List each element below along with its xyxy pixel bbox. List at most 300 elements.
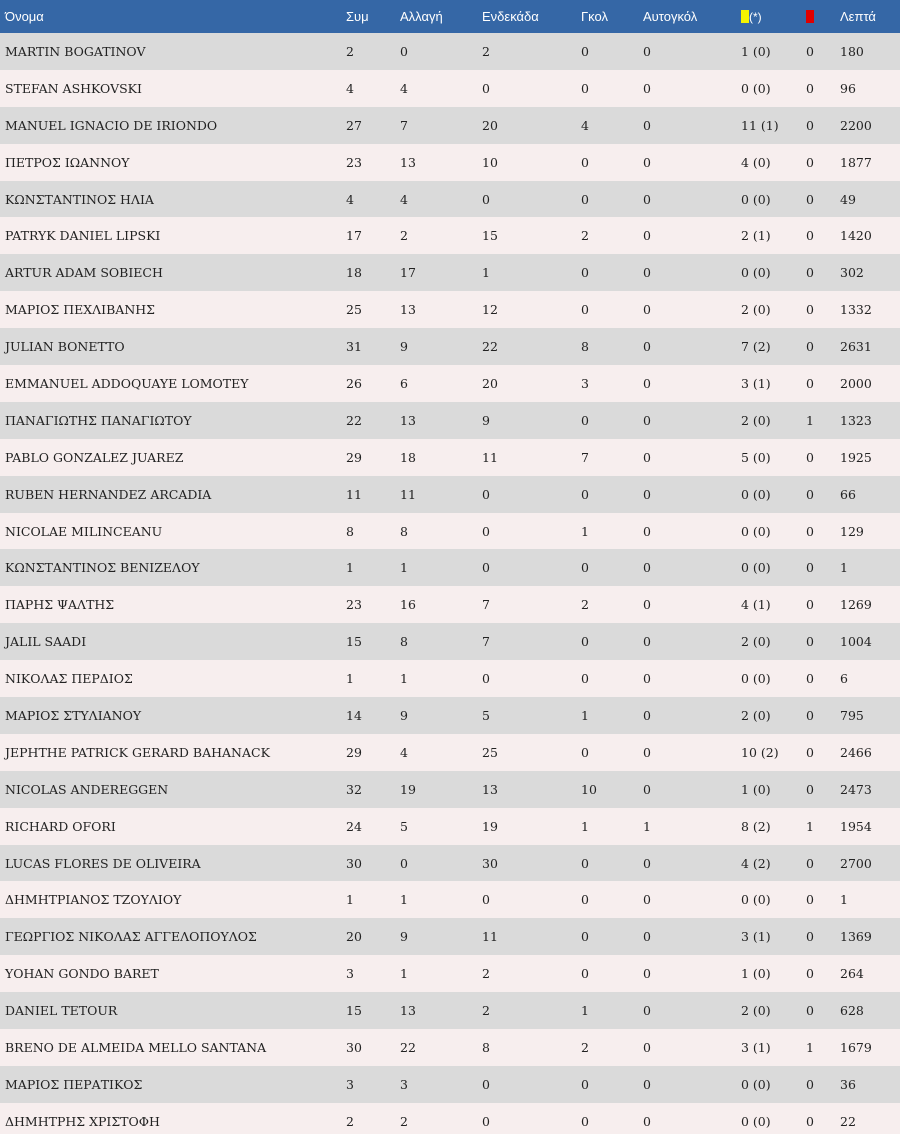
yellow-cards-cell: 2 (0) xyxy=(741,291,806,328)
own-goals-cell: 0 xyxy=(643,217,741,254)
goals-cell: 0 xyxy=(581,254,643,291)
substitutions-cell: 5 xyxy=(400,808,482,845)
yellow-cards-cell: 0 (0) xyxy=(741,181,806,218)
appearances-cell: 20 xyxy=(346,918,400,955)
appearances-cell: 4 xyxy=(346,181,400,218)
substitutions-cell: 7 xyxy=(400,107,482,144)
appearances-cell: 14 xyxy=(346,697,400,734)
goals-cell: 0 xyxy=(581,1066,643,1103)
goals-cell: 0 xyxy=(581,660,643,697)
player-name-cell: MARTIN BOGATINOV xyxy=(0,33,346,70)
substitutions-cell: 18 xyxy=(400,439,482,476)
own-goals-cell: 0 xyxy=(643,476,741,513)
player-name-cell: JALIL SAADI xyxy=(0,623,346,660)
starts-cell: 30 xyxy=(482,845,581,882)
minutes-cell: 1679 xyxy=(840,1029,900,1066)
red-cards-cell: 0 xyxy=(806,107,840,144)
starts-cell: 7 xyxy=(482,586,581,623)
header-red-cards[interactable] xyxy=(806,0,840,33)
table-row xyxy=(0,734,900,771)
minutes-cell: 1004 xyxy=(840,623,900,660)
goals-cell: 2 xyxy=(581,217,643,254)
appearances-cell: 18 xyxy=(346,254,400,291)
goals-cell: 10 xyxy=(581,771,643,808)
table-row xyxy=(0,808,900,845)
own-goals-cell: 0 xyxy=(643,1029,741,1066)
yellow-cards-cell: 0 (0) xyxy=(741,1103,806,1134)
minutes-cell: 2200 xyxy=(840,107,900,144)
table-row xyxy=(0,217,900,254)
table-row xyxy=(0,328,900,365)
goals-cell: 1 xyxy=(581,697,643,734)
yellow-card-icon xyxy=(741,10,749,23)
player-name-cell: RUBEN HERNANDEZ ARCADIA xyxy=(0,476,346,513)
goals-cell: 2 xyxy=(581,586,643,623)
minutes-cell: 180 xyxy=(840,33,900,70)
substitutions-cell: 13 xyxy=(400,992,482,1029)
player-name-cell: BRENO DE ALMEIDA MELLO SANTANA xyxy=(0,1029,346,1066)
substitutions-cell: 9 xyxy=(400,918,482,955)
appearances-cell: 2 xyxy=(346,1103,400,1134)
goals-cell: 0 xyxy=(581,918,643,955)
yellow-card-suffix: (*) xyxy=(749,10,762,24)
table-row xyxy=(0,365,900,402)
player-name-cell: YOHAN GONDO BARET xyxy=(0,955,346,992)
table-row xyxy=(0,181,900,218)
own-goals-cell: 0 xyxy=(643,734,741,771)
player-name-cell: NICOLAE MILINCEANU xyxy=(0,513,346,550)
table-row xyxy=(0,660,900,697)
appearances-cell: 1 xyxy=(346,660,400,697)
yellow-cards-cell: 1 (0) xyxy=(741,955,806,992)
own-goals-cell: 0 xyxy=(643,328,741,365)
red-cards-cell: 0 xyxy=(806,144,840,181)
starts-cell: 10 xyxy=(482,144,581,181)
minutes-cell: 1269 xyxy=(840,586,900,623)
goals-cell: 0 xyxy=(581,955,643,992)
substitutions-cell: 17 xyxy=(400,254,482,291)
header-name[interactable]: Όνομα xyxy=(0,0,346,33)
player-name-cell: ΓΕΩΡΓΙΟΣ ΝΙΚΟΛΑΣ ΑΓΓΕΛΟΠΟΥΛΟΣ xyxy=(0,918,346,955)
red-cards-cell: 0 xyxy=(806,697,840,734)
goals-cell: 8 xyxy=(581,328,643,365)
minutes-cell: 1 xyxy=(840,881,900,918)
player-name-cell: ΠΑΝΑΓΙΩΤΗΣ ΠΑΝΑΓΙΩΤΟΥ xyxy=(0,402,346,439)
starts-cell: 22 xyxy=(482,328,581,365)
table-row xyxy=(0,513,900,550)
header-own-goals[interactable]: Αυτογκόλ xyxy=(643,0,741,33)
appearances-cell: 1 xyxy=(346,881,400,918)
substitutions-cell: 2 xyxy=(400,1103,482,1134)
own-goals-cell: 0 xyxy=(643,181,741,218)
player-name-cell: ΝΙΚΟΛΑΣ ΠΕΡΔΙΟΣ xyxy=(0,660,346,697)
player-name-cell: JEPHTHE PATRICK GERARD BAHANACK xyxy=(0,734,346,771)
minutes-cell: 1323 xyxy=(840,402,900,439)
player-name-cell: RICHARD OFORI xyxy=(0,808,346,845)
yellow-cards-cell: 3 (1) xyxy=(741,1029,806,1066)
goals-cell: 0 xyxy=(581,476,643,513)
red-cards-cell: 0 xyxy=(806,513,840,550)
red-cards-cell: 0 xyxy=(806,845,840,882)
yellow-cards-cell: 0 (0) xyxy=(741,513,806,550)
appearances-cell: 27 xyxy=(346,107,400,144)
yellow-cards-cell: 7 (2) xyxy=(741,328,806,365)
appearances-cell: 31 xyxy=(346,328,400,365)
substitutions-cell: 13 xyxy=(400,402,482,439)
own-goals-cell: 0 xyxy=(643,992,741,1029)
player-name-cell: JULIAN BONETTO xyxy=(0,328,346,365)
table-row xyxy=(0,144,900,181)
table-row xyxy=(0,107,900,144)
goals-cell: 0 xyxy=(581,623,643,660)
yellow-cards-cell: 4 (2) xyxy=(741,845,806,882)
player-name-cell: STEFAN ASHKOVSKI xyxy=(0,70,346,107)
substitutions-cell: 0 xyxy=(400,33,482,70)
starts-cell: 11 xyxy=(482,918,581,955)
table-body xyxy=(0,33,900,1134)
header-apps[interactable]: Συμ xyxy=(346,0,400,33)
header-yellow-cards[interactable] xyxy=(741,0,806,33)
yellow-cards-cell: 1 (0) xyxy=(741,33,806,70)
yellow-cards-cell: 0 (0) xyxy=(741,660,806,697)
substitutions-cell: 11 xyxy=(400,476,482,513)
goals-cell: 0 xyxy=(581,881,643,918)
table-row xyxy=(0,476,900,513)
own-goals-cell: 0 xyxy=(643,365,741,402)
table-row xyxy=(0,33,900,70)
substitutions-cell: 3 xyxy=(400,1066,482,1103)
table-row xyxy=(0,1066,900,1103)
player-name-cell: MANUEL IGNACIO DE IRIONDO xyxy=(0,107,346,144)
yellow-cards-cell: 0 (0) xyxy=(741,549,806,586)
player-name-cell: ΔΗΜΗΤΡΙΑΝΟΣ ΤΖΟΥΛΙΟΥ xyxy=(0,881,346,918)
own-goals-cell: 0 xyxy=(643,144,741,181)
starts-cell: 0 xyxy=(482,513,581,550)
starts-cell: 0 xyxy=(482,476,581,513)
substitutions-cell: 9 xyxy=(400,328,482,365)
yellow-cards-cell: 0 (0) xyxy=(741,1066,806,1103)
starts-cell: 12 xyxy=(482,291,581,328)
minutes-cell: 22 xyxy=(840,1103,900,1134)
own-goals-cell: 0 xyxy=(643,33,741,70)
red-cards-cell: 0 xyxy=(806,33,840,70)
table-row xyxy=(0,402,900,439)
substitutions-cell: 9 xyxy=(400,697,482,734)
player-name-cell: ΔΗΜΗΤΡΗΣ ΧΡΙΣΤΟΦΗ xyxy=(0,1103,346,1134)
yellow-cards-cell: 5 (0) xyxy=(741,439,806,476)
red-cards-cell: 1 xyxy=(806,402,840,439)
goals-cell: 1 xyxy=(581,992,643,1029)
red-cards-cell: 0 xyxy=(806,328,840,365)
goals-cell: 1 xyxy=(581,808,643,845)
table-row xyxy=(0,439,900,476)
minutes-cell: 1954 xyxy=(840,808,900,845)
minutes-cell: 1369 xyxy=(840,918,900,955)
player-name-cell: DANIEL TETOUR xyxy=(0,992,346,1029)
minutes-cell: 2466 xyxy=(840,734,900,771)
goals-cell: 0 xyxy=(581,845,643,882)
player-name-cell: PATRYK DANIEL LIPSKI xyxy=(0,217,346,254)
yellow-cards-cell: 4 (1) xyxy=(741,586,806,623)
yellow-cards-cell: 2 (0) xyxy=(741,992,806,1029)
red-cards-cell: 0 xyxy=(806,217,840,254)
yellow-cards-cell: 10 (2) xyxy=(741,734,806,771)
header-starts[interactable]: Ενδεκάδα xyxy=(482,0,581,33)
minutes-cell: 36 xyxy=(840,1066,900,1103)
starts-cell: 13 xyxy=(482,771,581,808)
goals-cell: 2 xyxy=(581,1029,643,1066)
substitutions-cell: 4 xyxy=(400,70,482,107)
red-cards-cell: 0 xyxy=(806,918,840,955)
appearances-cell: 24 xyxy=(346,808,400,845)
player-name-cell: LUCAS FLORES DE OLIVEIRA xyxy=(0,845,346,882)
minutes-cell: 1877 xyxy=(840,144,900,181)
own-goals-cell: 0 xyxy=(643,1066,741,1103)
goals-cell: 0 xyxy=(581,734,643,771)
red-cards-cell: 0 xyxy=(806,439,840,476)
player-name-cell: PABLO GONZALEZ JUAREZ xyxy=(0,439,346,476)
minutes-cell: 1332 xyxy=(840,291,900,328)
minutes-cell: 49 xyxy=(840,181,900,218)
own-goals-cell: 0 xyxy=(643,549,741,586)
minutes-cell: 1420 xyxy=(840,217,900,254)
table-row xyxy=(0,881,900,918)
table-row xyxy=(0,697,900,734)
yellow-cards-cell: 0 (0) xyxy=(741,254,806,291)
own-goals-cell: 0 xyxy=(643,513,741,550)
player-name-cell: ΜΑΡΙΟΣ ΠΕΧΛΙΒΑΝΗΣ xyxy=(0,291,346,328)
appearances-cell: 15 xyxy=(346,992,400,1029)
goals-cell: 0 xyxy=(581,33,643,70)
player-name-cell: EMMANUEL ADDOQUAYE LOMOTEY xyxy=(0,365,346,402)
minutes-cell: 2700 xyxy=(840,845,900,882)
player-name-cell: ΠΑΡΗΣ ΨΑΛΤΗΣ xyxy=(0,586,346,623)
goals-cell: 0 xyxy=(581,1103,643,1134)
header-minutes[interactable]: Λεπτά xyxy=(840,0,900,33)
own-goals-cell: 0 xyxy=(643,918,741,955)
starts-cell: 0 xyxy=(482,70,581,107)
starts-cell: 20 xyxy=(482,107,581,144)
own-goals-cell: 0 xyxy=(643,771,741,808)
substitutions-cell: 13 xyxy=(400,144,482,181)
own-goals-cell: 0 xyxy=(643,845,741,882)
substitutions-cell: 2 xyxy=(400,217,482,254)
appearances-cell: 3 xyxy=(346,955,400,992)
goals-cell: 0 xyxy=(581,402,643,439)
appearances-cell: 22 xyxy=(346,402,400,439)
minutes-cell: 264 xyxy=(840,955,900,992)
starts-cell: 2 xyxy=(482,955,581,992)
minutes-cell: 302 xyxy=(840,254,900,291)
goals-cell: 1 xyxy=(581,513,643,550)
starts-cell: 1 xyxy=(482,254,581,291)
table-row xyxy=(0,254,900,291)
substitutions-cell: 0 xyxy=(400,845,482,882)
table-row xyxy=(0,1029,900,1066)
red-cards-cell: 0 xyxy=(806,660,840,697)
minutes-cell: 1925 xyxy=(840,439,900,476)
table-row xyxy=(0,992,900,1029)
red-cards-cell: 0 xyxy=(806,623,840,660)
own-goals-cell: 0 xyxy=(643,881,741,918)
table-row xyxy=(0,70,900,107)
substitutions-cell: 1 xyxy=(400,955,482,992)
yellow-cards-cell: 3 (1) xyxy=(741,365,806,402)
red-card-icon xyxy=(806,10,814,23)
goals-cell: 3 xyxy=(581,365,643,402)
minutes-cell: 795 xyxy=(840,697,900,734)
appearances-cell: 29 xyxy=(346,734,400,771)
substitutions-cell: 13 xyxy=(400,291,482,328)
goals-cell: 0 xyxy=(581,144,643,181)
substitutions-cell: 1 xyxy=(400,549,482,586)
table-row xyxy=(0,845,900,882)
goals-cell: 0 xyxy=(581,549,643,586)
own-goals-cell: 0 xyxy=(643,697,741,734)
yellow-cards-cell: 2 (0) xyxy=(741,697,806,734)
yellow-cards-cell: 0 (0) xyxy=(741,70,806,107)
red-cards-cell: 0 xyxy=(806,955,840,992)
table-header xyxy=(0,0,900,33)
own-goals-cell: 0 xyxy=(643,955,741,992)
own-goals-cell: 0 xyxy=(643,107,741,144)
appearances-cell: 26 xyxy=(346,365,400,402)
red-cards-cell: 0 xyxy=(806,181,840,218)
substitutions-cell: 6 xyxy=(400,365,482,402)
minutes-cell: 66 xyxy=(840,476,900,513)
starts-cell: 0 xyxy=(482,881,581,918)
appearances-cell: 11 xyxy=(346,476,400,513)
appearances-cell: 8 xyxy=(346,513,400,550)
table-row xyxy=(0,586,900,623)
header-goals[interactable]: Γκολ xyxy=(581,0,643,33)
minutes-cell: 96 xyxy=(840,70,900,107)
own-goals-cell: 0 xyxy=(643,291,741,328)
table-row xyxy=(0,955,900,992)
appearances-cell: 23 xyxy=(346,144,400,181)
own-goals-cell: 0 xyxy=(643,402,741,439)
player-name-cell: ΚΩΝΣΤΑΝΤΙΝΟΣ ΗΛΙΑ xyxy=(0,181,346,218)
substitutions-cell: 1 xyxy=(400,660,482,697)
substitutions-cell: 1 xyxy=(400,881,482,918)
appearances-cell: 30 xyxy=(346,1029,400,1066)
red-cards-cell: 0 xyxy=(806,476,840,513)
substitutions-cell: 4 xyxy=(400,734,482,771)
red-cards-cell: 0 xyxy=(806,734,840,771)
substitutions-cell: 19 xyxy=(400,771,482,808)
player-name-cell: ΚΩΝΣΤΑΝΤΙΝΟΣ ΒΕΝΙΖΕΛΟΥ xyxy=(0,549,346,586)
yellow-cards-cell: 0 (0) xyxy=(741,881,806,918)
substitutions-cell: 8 xyxy=(400,513,482,550)
own-goals-cell: 0 xyxy=(643,623,741,660)
goals-cell: 0 xyxy=(581,70,643,107)
appearances-cell: 4 xyxy=(346,70,400,107)
own-goals-cell: 0 xyxy=(643,70,741,107)
appearances-cell: 15 xyxy=(346,623,400,660)
table-row xyxy=(0,918,900,955)
own-goals-cell: 0 xyxy=(643,439,741,476)
starts-cell: 0 xyxy=(482,1066,581,1103)
red-cards-cell: 1 xyxy=(806,1029,840,1066)
appearances-cell: 17 xyxy=(346,217,400,254)
starts-cell: 0 xyxy=(482,549,581,586)
minutes-cell: 2631 xyxy=(840,328,900,365)
starts-cell: 25 xyxy=(482,734,581,771)
player-name-cell: ARTUR ADAM SOBIECH xyxy=(0,254,346,291)
red-cards-cell: 0 xyxy=(806,549,840,586)
starts-cell: 11 xyxy=(482,439,581,476)
header-subs[interactable]: Αλλαγή xyxy=(400,0,482,33)
player-name-cell: NICOLAS ANDEREGGEN xyxy=(0,771,346,808)
goals-cell: 4 xyxy=(581,107,643,144)
table-row xyxy=(0,623,900,660)
red-cards-cell: 0 xyxy=(806,254,840,291)
table-row xyxy=(0,291,900,328)
red-cards-cell: 0 xyxy=(806,586,840,623)
yellow-cards-cell: 3 (1) xyxy=(741,918,806,955)
substitutions-cell: 4 xyxy=(400,181,482,218)
own-goals-cell: 0 xyxy=(643,254,741,291)
minutes-cell: 628 xyxy=(840,992,900,1029)
substitutions-cell: 8 xyxy=(400,623,482,660)
yellow-cards-cell: 1 (0) xyxy=(741,771,806,808)
yellow-cards-cell: 2 (0) xyxy=(741,402,806,439)
yellow-cards-cell: 0 (0) xyxy=(741,476,806,513)
table-row xyxy=(0,771,900,808)
table-row xyxy=(0,549,900,586)
yellow-cards-cell: 11 (1) xyxy=(741,107,806,144)
table-row xyxy=(0,1103,900,1134)
own-goals-cell: 0 xyxy=(643,1103,741,1134)
substitutions-cell: 16 xyxy=(400,586,482,623)
appearances-cell: 2 xyxy=(346,33,400,70)
own-goals-cell: 0 xyxy=(643,660,741,697)
yellow-cards-cell: 4 (0) xyxy=(741,144,806,181)
yellow-cards-cell: 8 (2) xyxy=(741,808,806,845)
starts-cell: 2 xyxy=(482,992,581,1029)
goals-cell: 0 xyxy=(581,291,643,328)
appearances-cell: 32 xyxy=(346,771,400,808)
red-cards-cell: 0 xyxy=(806,291,840,328)
minutes-cell: 2473 xyxy=(840,771,900,808)
appearances-cell: 23 xyxy=(346,586,400,623)
starts-cell: 19 xyxy=(482,808,581,845)
red-cards-cell: 0 xyxy=(806,771,840,808)
minutes-cell: 2000 xyxy=(840,365,900,402)
starts-cell: 0 xyxy=(482,660,581,697)
goals-cell: 0 xyxy=(581,181,643,218)
starts-cell: 5 xyxy=(482,697,581,734)
starts-cell: 20 xyxy=(482,365,581,402)
appearances-cell: 3 xyxy=(346,1066,400,1103)
appearances-cell: 29 xyxy=(346,439,400,476)
starts-cell: 2 xyxy=(482,33,581,70)
minutes-cell: 6 xyxy=(840,660,900,697)
starts-cell: 0 xyxy=(482,1103,581,1134)
appearances-cell: 1 xyxy=(346,549,400,586)
goals-cell: 7 xyxy=(581,439,643,476)
minutes-cell: 129 xyxy=(840,513,900,550)
red-cards-cell: 0 xyxy=(806,365,840,402)
red-cards-cell: 0 xyxy=(806,1103,840,1134)
starts-cell: 7 xyxy=(482,623,581,660)
appearances-cell: 25 xyxy=(346,291,400,328)
minutes-cell: 1 xyxy=(840,549,900,586)
red-cards-cell: 0 xyxy=(806,881,840,918)
starts-cell: 15 xyxy=(482,217,581,254)
red-cards-cell: 0 xyxy=(806,1066,840,1103)
red-cards-cell: 0 xyxy=(806,70,840,107)
